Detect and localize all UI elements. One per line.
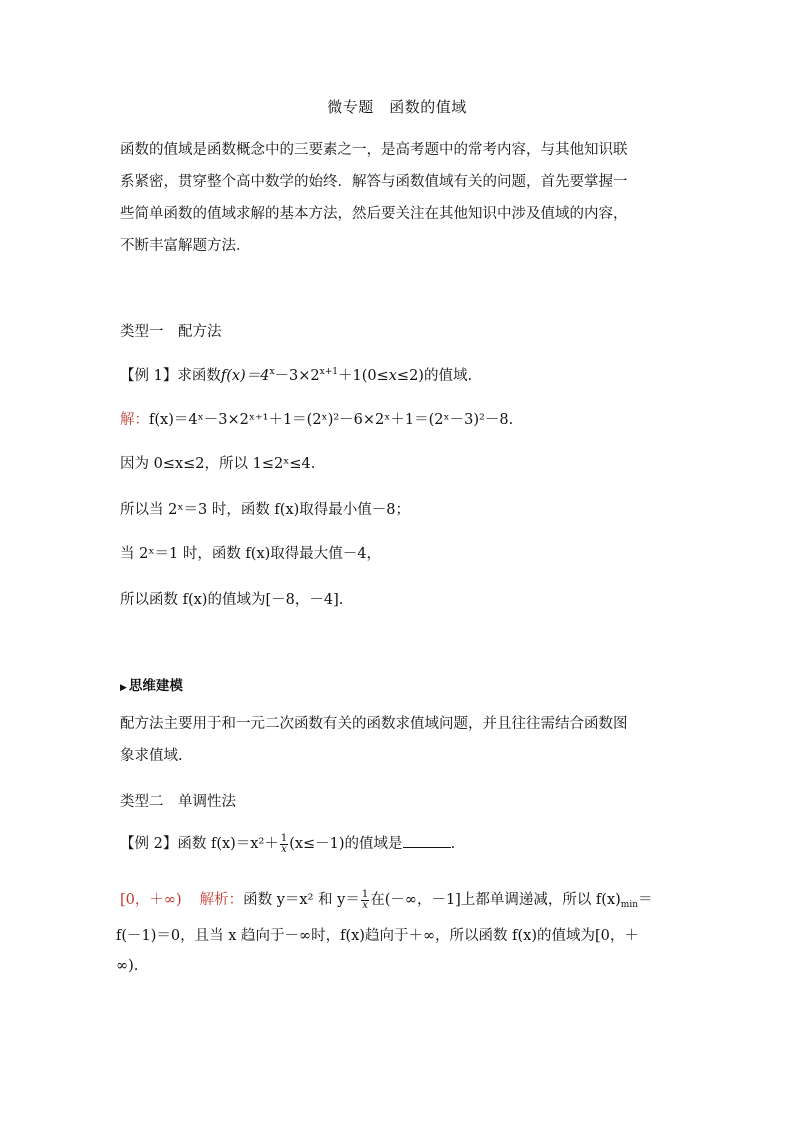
example1-text-d: ≤2)的值域.: [396, 368, 473, 384]
modeling-heading-text: 思维建模: [128, 678, 183, 694]
solution1-line3: 所以当 2ˣ＝3 时，函数 f(x)取得最小值－8；: [120, 502, 411, 518]
fraction-denominator: x: [281, 843, 287, 855]
example1-statement: [120, 364, 472, 385]
analysis-label: 解析：: [199, 892, 244, 908]
var-x: x: [388, 368, 397, 384]
analysis-line1: [120, 888, 653, 911]
intro-line: 些简单函数的值域求解的基本方法，然后要关注在其他知识中涉及值域的内容，: [120, 206, 628, 222]
example2-statement: [120, 832, 455, 855]
intro-line: 函数的值域是函数概念中的三要素之一，是高考题中的常考内容，与其他知识联: [120, 142, 628, 158]
analysis-line2: f(－1)＝0，且当 x 趋向于－∞时，f(x)趋向于＋∞，所以函数 f(x)的值域为[0，＋: [116, 928, 639, 944]
fraction-numerator: 1: [280, 832, 288, 844]
subscript-min: min: [620, 900, 639, 910]
triangle-right-icon: ▶: [120, 683, 127, 693]
example2-text-b: (x≤－1)的值域是: [289, 836, 403, 852]
intro-line: 系紧密，贯穿整个高中数学的始终．解答与函数值域有关的问题，首先要掌握一: [120, 174, 628, 190]
example1-func: f(x)＝4: [220, 368, 270, 384]
solution1-line4: 当 2ˣ＝1 时，函数 f(x)取得最大值－4，: [120, 546, 382, 562]
example1-text-b: －3×2: [274, 368, 320, 384]
analysis-text: 函数 y＝x² 和 y＝: [243, 892, 360, 908]
analysis-text-b: 在(－∞，－1]上都单调递减，所以 f(x): [370, 892, 621, 908]
type1-heading: 类型一 配方法: [120, 324, 222, 340]
example1-text: 求函数: [177, 368, 221, 384]
answer-blank: [403, 835, 451, 848]
exp-x1: x+1: [319, 367, 338, 377]
page-title: 微专题 函数的值域: [327, 98, 467, 116]
fraction: [361, 890, 369, 911]
modeling-line: 配方法主要用于和一元二次函数有关的函数求值域问题，并且往往需结合函数图: [120, 716, 628, 732]
fraction-denominator: x: [362, 899, 368, 911]
modeling-paragraph: [120, 708, 680, 772]
type2-heading: 类型二 单调性法: [120, 794, 236, 810]
solution1-line5: 所以函数 f(x)的值域为[－8，－4].: [120, 592, 344, 608]
intro-paragraph: [120, 134, 680, 262]
fraction: [280, 834, 288, 855]
analysis-line3: ∞).: [116, 958, 139, 974]
solution1-line2: 因为 0≤x≤2，所以 1≤2ˣ≤4.: [120, 456, 316, 472]
solution-text: f(x)＝4ˣ－3×2ˣ⁺¹＋1＝(2ˣ)²－6×2ˣ＋1＝(2ˣ－3)²－8.: [149, 412, 514, 428]
modeling-heading: [120, 674, 183, 694]
example2-end: .: [450, 836, 456, 852]
solution-label: 解：: [120, 412, 149, 428]
exp-x: x: [269, 367, 275, 377]
answer-text: [0，＋∞): [120, 892, 182, 908]
modeling-line: 象求值域.: [120, 748, 183, 764]
solution1-line1: [120, 408, 513, 429]
intro-line: 不断丰富解题方法．: [120, 238, 251, 254]
analysis-text-c: ＝: [638, 892, 653, 908]
example2-text: 函数 f(x)＝x²＋: [177, 836, 279, 852]
example2-label: 【例 2】: [120, 836, 178, 852]
example1-label: 【例 1】: [120, 368, 178, 384]
fraction-numerator: 1: [361, 888, 369, 900]
example1-text-c: ＋1(0≤: [337, 368, 389, 384]
